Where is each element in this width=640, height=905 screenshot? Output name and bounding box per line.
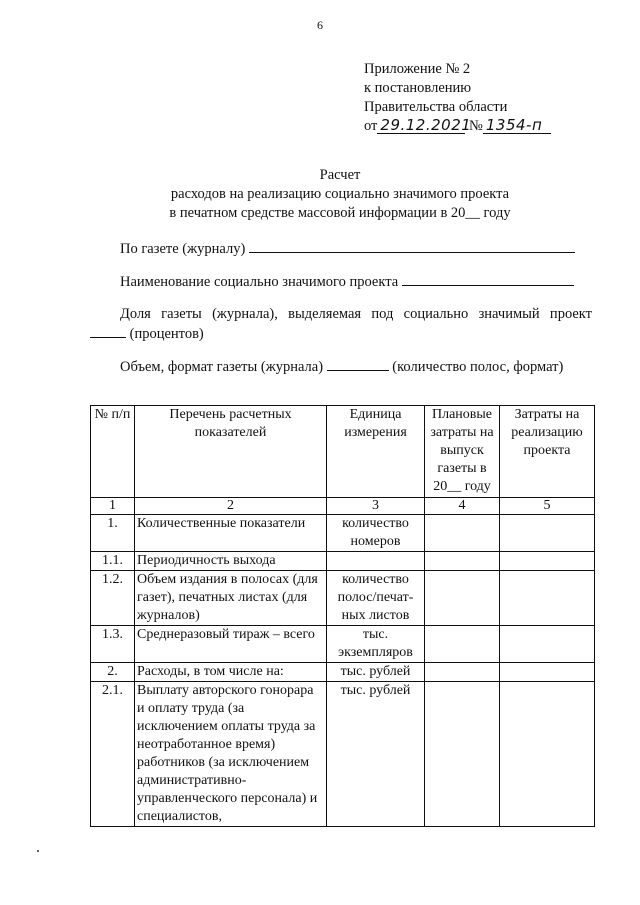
table-row <box>91 682 595 827</box>
header-planned: Плановые затраты на выпуск газеты в 20__ году <box>425 406 500 498</box>
volume-blank <box>327 356 389 371</box>
share-label: (процентов) <box>129 326 204 342</box>
row-costs <box>500 571 595 626</box>
row-num: 1.2. <box>91 571 135 626</box>
page-number: 6 <box>317 18 323 32</box>
row-planned <box>425 626 500 663</box>
row-unit <box>327 552 425 571</box>
row-planned <box>425 571 500 626</box>
header-unit: Единица измерения <box>327 406 425 498</box>
row-num: 2.1. <box>91 682 135 827</box>
appendix-block <box>364 60 551 136</box>
index-cell: 5 <box>500 498 595 515</box>
row-unit: тыс. экземпляров <box>327 626 425 663</box>
row-name: Количественные показатели <box>135 515 327 552</box>
index-cell: 3 <box>327 498 425 515</box>
table-header-row <box>91 406 595 498</box>
share-field-line-2 <box>90 323 204 344</box>
row-costs <box>500 682 595 827</box>
header-costs: Затраты на реализацию проекта <box>500 406 595 498</box>
title-line-3: в печатном средстве массовой информации в 20__ году <box>169 205 511 221</box>
header-name: Перечень расчетных показателей <box>135 406 327 498</box>
row-costs <box>500 663 595 682</box>
volume-suffix: (количество полос, формат) <box>392 359 564 375</box>
row-name: Среднеразовый тираж – всего <box>135 626 327 663</box>
scan-speck <box>37 850 39 852</box>
handwritten-date: 29.12.2021 <box>377 118 465 134</box>
share-field-line-1: Доля газеты (журнала), выделяемая под социально значимый проект <box>120 306 592 322</box>
appendix-line-2: к постановлению <box>364 80 472 96</box>
project-name-field <box>120 271 574 292</box>
row-name: Периодичность выхода <box>135 552 327 571</box>
share-blank <box>90 323 126 338</box>
row-planned <box>425 682 500 827</box>
row-planned <box>425 515 500 552</box>
index-cell: 1 <box>91 498 135 515</box>
volume-label: Объем, формат газеты (журнала) <box>120 359 324 375</box>
newspaper-field <box>120 238 575 259</box>
title-line-1: Расчет <box>319 167 361 183</box>
row-costs <box>500 626 595 663</box>
appendix-date-line <box>364 117 551 136</box>
index-cell: 4 <box>425 498 500 515</box>
appendix-line-1: Приложение № 2 <box>364 61 471 77</box>
header-num: № п/п <box>91 406 135 498</box>
row-num: 1. <box>91 515 135 552</box>
volume-field <box>120 356 563 377</box>
row-num: 1.3. <box>91 626 135 663</box>
row-unit: количество номеров <box>327 515 425 552</box>
title-line-2: расходов на реализацию социально значимого проекта <box>170 186 510 202</box>
row-name: Объем издания в полосах (для газет), печатных листах (для журналов) <box>135 571 327 626</box>
row-unit: количество полос/печат-ных листов <box>327 571 425 626</box>
table-row <box>91 515 595 552</box>
calculation-table <box>90 405 595 827</box>
document-title <box>60 166 620 223</box>
project-name-blank <box>402 271 574 286</box>
table-row <box>91 552 595 571</box>
row-num: 1.1. <box>91 552 135 571</box>
date-prefix: от <box>364 118 378 134</box>
row-name: Выплату авторского гонорара и оплату труда (за исключением оплаты труда за неотработанное время) работников (за исключением административно-управленческого персонала) и специалистов, <box>135 682 327 827</box>
row-costs <box>500 552 595 571</box>
row-planned <box>425 663 500 682</box>
row-planned <box>425 552 500 571</box>
table-row <box>91 571 595 626</box>
row-num: 2. <box>91 663 135 682</box>
table-index-row <box>91 498 595 515</box>
table-row <box>91 626 595 663</box>
newspaper-blank <box>249 238 575 253</box>
row-unit: тыс. рублей <box>327 663 425 682</box>
number-prefix: № <box>469 118 483 134</box>
appendix-line-3: Правительства области <box>364 99 508 115</box>
newspaper-label: По газете (журналу) <box>120 241 246 257</box>
row-unit: тыс. рублей <box>327 682 425 827</box>
row-name: Расходы, в том числе на: <box>135 663 327 682</box>
project-name-label: Наименование социально значимого проекта <box>120 274 399 290</box>
handwritten-number: 1354-п <box>483 118 551 134</box>
table-row <box>91 663 595 682</box>
index-cell: 2 <box>135 498 327 515</box>
row-costs <box>500 515 595 552</box>
